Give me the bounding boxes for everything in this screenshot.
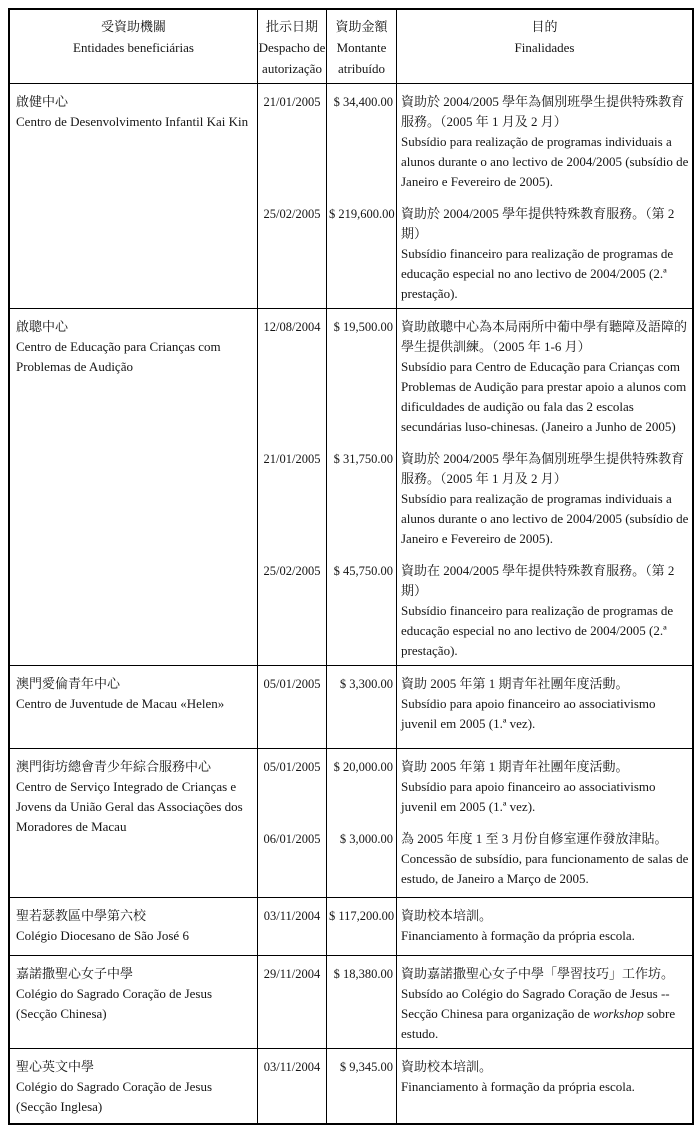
subsidy-amount-cell — [327, 1049, 397, 1123]
authorization-date: 21/01/2005 — [263, 95, 321, 109]
authorization-date-cell — [258, 749, 327, 821]
purpose-text-part: Subsído ao Colégio do Sagrado Coração de Jesus --Secção Chinesa para organização de — [401, 986, 670, 1021]
purpose-text-pt: Subsídio para apoio financeiro ao associativismo juvenil em 2005 (1.ª vez). — [401, 696, 656, 731]
purpose-cell — [397, 309, 692, 441]
entity-cell — [10, 898, 258, 955]
entity-name-pt: Centro de Juventude de Macau «Helen» — [16, 696, 225, 711]
entity-name-zh: 聖心英文中學 — [16, 1059, 95, 1074]
entity-cell — [10, 666, 258, 748]
purpose-text-pt: Financiamento à formação da própria escola. — [401, 1079, 635, 1094]
header-cell-entities — [10, 10, 258, 83]
purpose-cell — [397, 956, 692, 1048]
purpose-text-zh: 資助於 2004/2005 學年提供特殊教育服務。（第 2 期） — [401, 206, 675, 241]
header-line: autorização — [262, 61, 322, 76]
purpose-text-zh: 資助啟聰中心為本局兩所中葡中學有聽障及語障的學生提供訓練。（2005 年 1-6 月） — [401, 319, 688, 354]
subsidy-amount: $ 9,345.00 — [339, 1060, 393, 1074]
purpose-text-zh: 資助嘉諾撒聖心女子中學「學習技巧」工作坊。 — [401, 966, 675, 981]
purpose-text-pt: Subsídio para Centro de Educação para Crianças com Problemas de Audição para prestar apoio a alunos com dificuldades de audição ou fala das 2 escolas secundárias luso-chinesas. (Janeiro a Junho de 2005) — [401, 359, 687, 434]
subsidy-amount-cell — [327, 956, 397, 1048]
purpose-text-zh: 資助 2005 年第 1 期青年社團年度活動。 — [401, 759, 629, 774]
entity-cell — [10, 1049, 258, 1123]
authorization-date: 25/02/2005 — [263, 564, 321, 578]
purpose-text-pt: Subsídio para apoio financeiro ao associativismo juvenil em 2005 (1.ª vez). — [401, 779, 656, 814]
purpose-cell — [397, 553, 692, 665]
entity-cell — [10, 749, 258, 897]
authorization-date: 03/11/2004 — [263, 909, 321, 923]
subsidy-amount: $ 45,750.00 — [333, 564, 393, 578]
table-header-row — [10, 10, 692, 83]
table-row — [10, 748, 692, 897]
authorization-date: 03/11/2004 — [263, 1060, 321, 1074]
subsidy-amount: $ 117,200.00 — [329, 909, 395, 923]
subsidy-amount: $ 3,300.00 — [339, 677, 393, 691]
purpose-text-zh: 資助校本培訓。 — [401, 1059, 493, 1074]
subsidy-amount: $ 18,380.00 — [333, 967, 393, 981]
purpose-text-zh: 為 2005 年度 1 至 3 月份自修室運作發放津貼。 — [401, 831, 668, 846]
entity-name-zh: 啟健中心 — [16, 94, 69, 109]
authorization-date-cell — [258, 1049, 327, 1123]
header-line: 批示日期 — [265, 19, 318, 34]
entity-name-zh: 聖若瑟教區中學第六校 — [16, 908, 147, 923]
entity-name-pt: Centro de Serviço Integrado de Crianças e Jovens da União Geral das Associações dos Moradores de Macau — [16, 779, 243, 834]
purpose-text-pt: Subsídio para realização de programas individuais a alunos durante o ano lectivo de 2004/2005 (subsídio de Janeiro e Fevereiro de 2005). — [401, 134, 689, 189]
entity-name-pt: Colégio Diocesano de São José 6 — [16, 928, 189, 943]
table-row — [10, 665, 692, 748]
authorization-date-cell — [258, 441, 327, 553]
subsidy-amount-cell — [327, 84, 397, 196]
purpose-text-pt: Subsídio financeiro para realização de programas de educação especial no ano lectivo de 2004/2005 (2.ª prestação). — [401, 603, 674, 658]
authorization-date-cell — [258, 898, 327, 955]
authorization-date-cell — [258, 956, 327, 1048]
table-row — [10, 897, 692, 955]
table-row — [10, 83, 692, 308]
purpose-text-pt: Subsídio para realização de programas individuais a alunos durante o ano lectivo de 2004/2005 (subsídio de Janeiro e Fevereiro de 2005). — [401, 491, 689, 546]
header-cell-purpose — [397, 10, 692, 83]
entity-name-zh: 啟聰中心 — [16, 319, 69, 334]
purpose-text-pt: Subsídio financeiro para realização de programas de educação especial no ano lectivo de 2004/2005 (2.ª prestação). — [401, 246, 674, 301]
authorization-date: 06/01/2005 — [263, 832, 321, 846]
entity-name-pt: Colégio do Sagrado Coração de Jesus (Secção Inglesa) — [16, 1079, 213, 1114]
table-row — [10, 308, 692, 665]
authorization-date-cell — [258, 666, 327, 748]
purpose-cell — [397, 749, 692, 821]
header-line: 資助金額 — [335, 19, 388, 34]
subsidy-amount-cell — [327, 749, 397, 821]
entity-name-pt: Colégio do Sagrado Coração de Jesus (Secção Chinesa) — [16, 986, 213, 1021]
authorization-date: 05/01/2005 — [263, 677, 321, 691]
subsidy-amount-cell — [327, 666, 397, 748]
entity-name-zh: 嘉諾撒聖心女子中學 — [16, 966, 134, 981]
subsidy-amount-cell — [327, 821, 397, 897]
header-line: atribuído — [338, 61, 385, 76]
purpose-cell — [397, 441, 692, 553]
header-cell-date — [258, 10, 327, 83]
header-line: Finalidades — [514, 40, 575, 55]
entity-name-zh: 澳門愛倫青年中心 — [16, 676, 121, 691]
purpose-text-part: workshop — [593, 1006, 644, 1021]
authorization-date-cell — [258, 553, 327, 665]
entity-cell — [10, 84, 258, 308]
header-line: 目的 — [531, 19, 558, 34]
table-row — [10, 955, 692, 1048]
purpose-text-zh: 資助於 2004/2005 學年為個別班學生提供特殊教育服務。（2005 年 1 月及 2 月） — [401, 451, 685, 486]
subsidy-amount: $ 219,600.00 — [329, 207, 395, 221]
purpose-text-zh: 資助在 2004/2005 學年提供特殊教育服務。（第 2 期） — [401, 563, 675, 598]
authorization-date-cell — [258, 84, 327, 196]
header-line: Montante — [336, 40, 387, 55]
purpose-cell — [397, 1049, 692, 1123]
authorization-date-cell — [258, 309, 327, 441]
entity-name-zh: 澳門街坊總會青少年綜合服務中心 — [16, 759, 212, 774]
purpose-text-pt — [401, 984, 689, 1044]
authorization-date: 21/01/2005 — [263, 452, 321, 466]
authorization-date-cell — [258, 196, 327, 308]
purpose-cell — [397, 898, 692, 955]
entity-cell — [10, 309, 258, 665]
purpose-text-pt: Financiamento à formação da própria escola. — [401, 928, 635, 943]
purpose-text-part: sobre estudo. — [401, 1006, 676, 1041]
authorization-date: 25/02/2005 — [263, 207, 321, 221]
header-line: 受資助機關 — [100, 19, 166, 34]
subsidy-amount-cell — [327, 553, 397, 665]
table-row — [10, 1048, 692, 1123]
subsidy-amount: $ 19,500.00 — [333, 320, 393, 334]
entity-name-pt: Centro de Desenvolvimento Infantil Kai Kin — [16, 114, 249, 129]
purpose-cell — [397, 196, 692, 308]
subsidy-amount: $ 20,000.00 — [333, 760, 393, 774]
purpose-cell — [397, 84, 692, 196]
entity-cell — [10, 956, 258, 1048]
authorization-date: 29/11/2004 — [263, 967, 321, 981]
purpose-text-zh: 資助校本培訓。 — [401, 908, 493, 923]
subsidy-amount-cell — [327, 309, 397, 441]
subsidy-amount: $ 31,750.00 — [333, 452, 393, 466]
entity-name-pt: Centro de Educação para Crianças com Problemas de Audição — [16, 339, 221, 374]
purpose-cell — [397, 821, 692, 897]
subsidy-table — [8, 8, 694, 1125]
authorization-date: 05/01/2005 — [263, 760, 321, 774]
purpose-text-pt: Concessão de subsídio, para funcionamento de salas de estudo, de Janeiro a Março de 2005. — [401, 851, 689, 886]
subsidy-amount: $ 3,000.00 — [339, 832, 393, 846]
authorization-date-cell — [258, 821, 327, 897]
header-line: Despacho de — [258, 40, 326, 55]
authorization-date: 12/08/2004 — [263, 320, 321, 334]
purpose-text-zh: 資助 2005 年第 1 期青年社團年度活動。 — [401, 676, 629, 691]
purpose-text-zh: 資助於 2004/2005 學年為個別班學生提供特殊教育服務。（2005 年 1 月及 2 月） — [401, 94, 685, 129]
subsidy-amount-cell — [327, 898, 397, 955]
subsidy-amount-cell — [327, 196, 397, 308]
purpose-cell — [397, 666, 692, 748]
subsidy-amount: $ 34,400.00 — [333, 95, 393, 109]
header-cell-amount — [327, 10, 397, 83]
header-line: Entidades beneficiárias — [73, 40, 194, 55]
subsidy-amount-cell — [327, 441, 397, 553]
